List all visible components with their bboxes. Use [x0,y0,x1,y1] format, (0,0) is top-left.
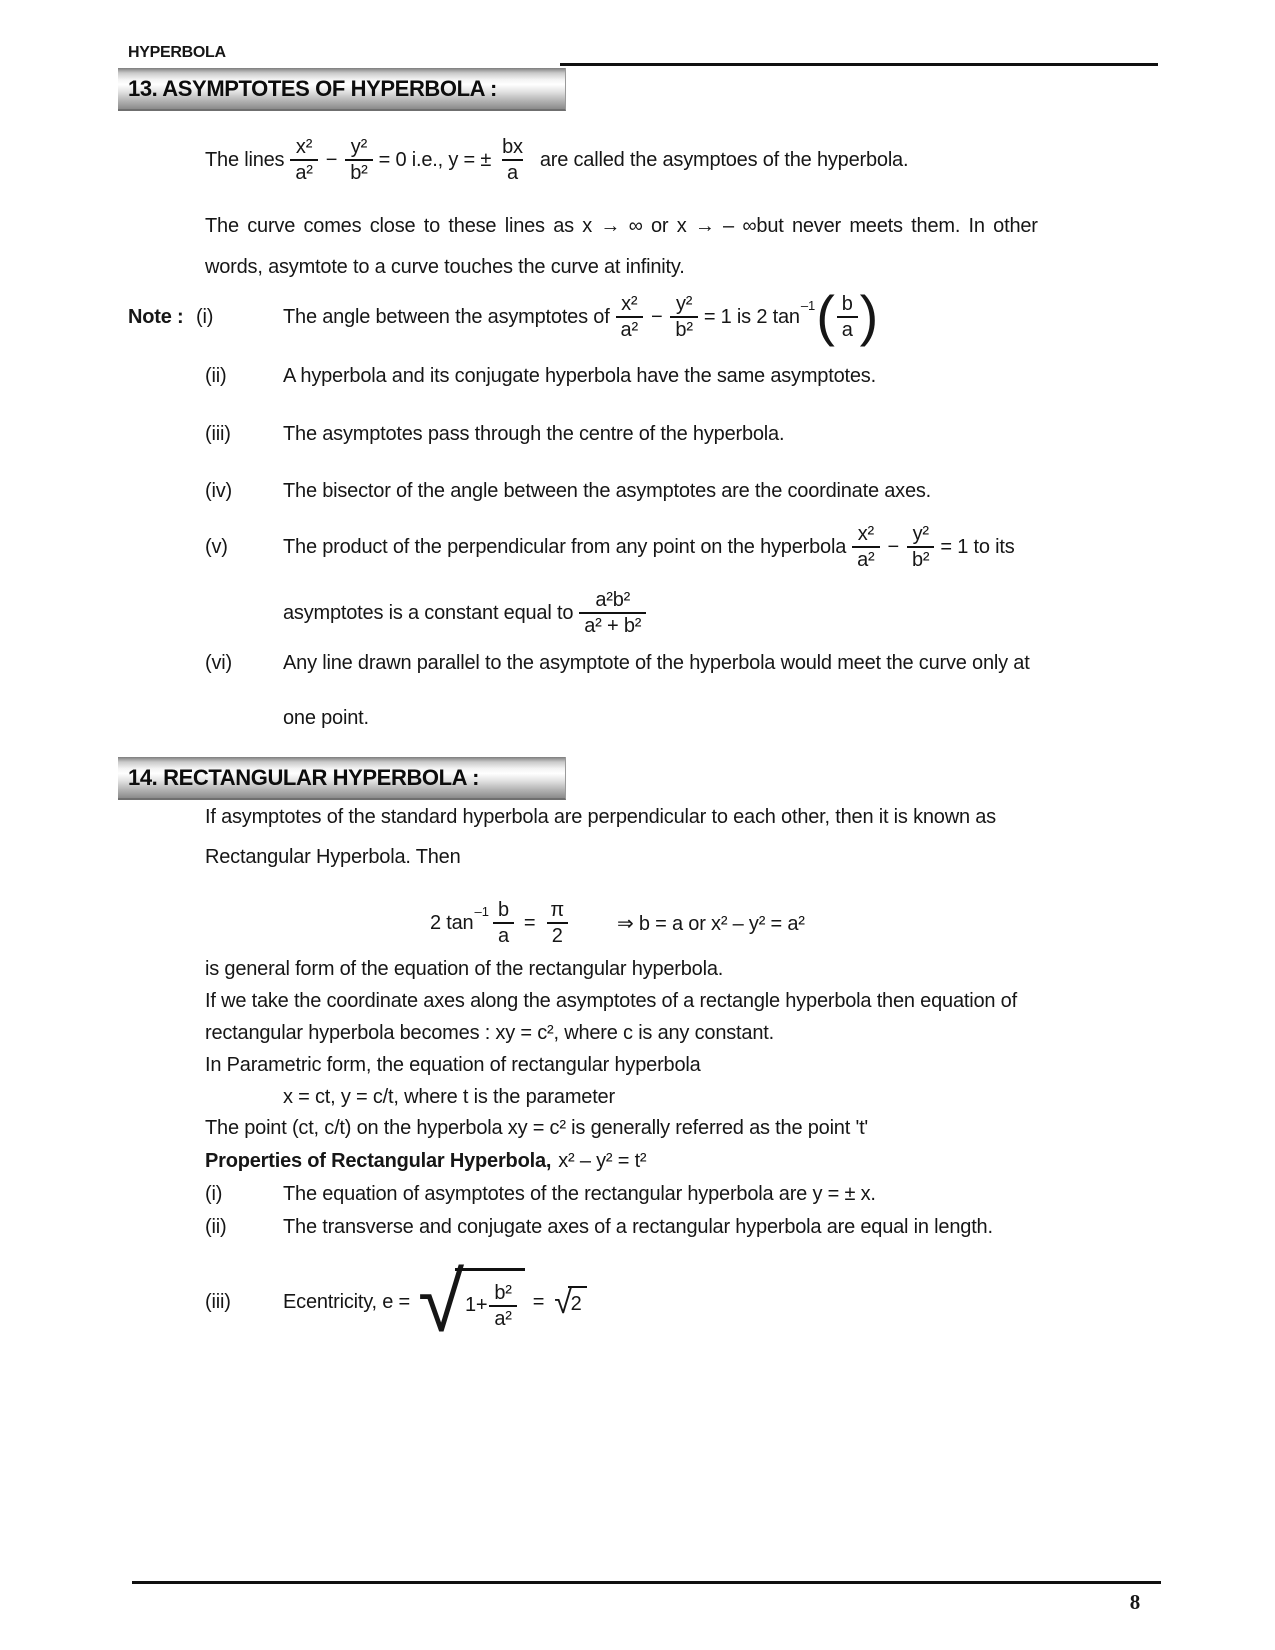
list-item-ii [205,365,876,388]
item-text: The product of the perpendicular from any point on the hyperbola [283,535,847,558]
item-number: (ii) [205,1216,227,1238]
intro-post: are called the asymptoes of the hyperbola. [539,148,909,171]
paragraph-line: In Parametric form, the equation of rectangular hyperbola [205,1054,701,1076]
note-text: The angle between the asymptotes of [283,305,610,328]
page-number: 8 [1129,1590,1140,1614]
equation-coef: 2 tan [430,911,474,934]
fraction-y2-b2: $\frac{\text{y²}}{\text{b²}}$ [670,292,697,342]
properties-title: Properties of Rectangular Hyperbola, [205,1150,552,1172]
item-number: (ii) [205,365,227,387]
minus-sign: − [887,535,899,558]
item-number: (i) [196,305,214,328]
superscript-minus-one: –1 [474,903,489,919]
item-number: (iv) [205,480,232,502]
fraction-x2-a2: $\frac{\text{x²}}{\text{a²}}$ [616,292,643,342]
prop-item-iii [205,1254,587,1349]
item-text: A hyperbola and its conjugate hyperbola have the same asymptotes. [283,365,876,387]
prop-item-ii [205,1216,993,1239]
radical-expression [418,1254,525,1349]
list-item-vi [205,652,1030,675]
sqrt-two: √ 2 [554,1286,586,1318]
paragraph-line: Rectangular Hyperbola. Then [205,846,461,868]
paragraph-line: If we take the coordinate axes along the asymptotes of a rectangle hyperbola then equation of [205,990,1017,1012]
list-item-v-line2 [283,578,652,648]
item-text: asymptotes is a constant equal to [283,601,574,624]
section-14-header [118,757,566,800]
paragraph-line: The point (ct, c/t) on the hyperbola xy = c² is generally referred as the point 't' [205,1117,869,1139]
header-rule [560,63,1158,66]
big-paren-right: ) [859,284,879,347]
item-text: Any line drawn parallel to the asymptote of the hyperbola would meet the curve only at [283,652,1030,674]
prop-item-i [205,1183,876,1206]
fraction-x2-a2: $\frac{\text{x²}}{\text{a²}}$ [290,135,317,185]
item-text: The transverse and conjugate axes of a rectangular hyperbola are equal in length. [283,1216,993,1238]
properties-heading [205,1150,646,1173]
item-text: Ecentricity, e = [283,1290,411,1313]
fraction-a2b2: $\frac{\text{a²b²}}{\text{a² + b²}}$ [579,588,646,638]
item-number: (i) [205,1183,223,1205]
fraction-y2-b2: $\frac{\text{y²}}{\text{b²}}$ [345,135,372,185]
item-number: (v) [205,535,228,558]
fraction-b-a: $\frac{b}{a}$ [837,292,858,342]
minus-sign: − [325,148,338,171]
radical-sign: √ [554,1284,572,1320]
paragraph-line: is general form of the equation of the rectangular hyperbola. [205,958,724,980]
note-mid: = 1 is 2 tan [703,305,800,328]
footer-rule [132,1581,1161,1584]
fraction-y2-b2: $\frac{\text{y²}}{\text{b²}}$ [907,522,934,572]
equation-row [430,888,805,958]
item-text: The bisector of the angle between the asymptotes are the coordinate axes. [283,480,932,502]
intro-pre: The lines [205,148,285,171]
item-text: The equation of asymptotes of the rectangular hyperbola are y = ± x. [283,1183,876,1205]
item-number: (iii) [205,1290,231,1313]
paragraph-line: If asymptotes of the standard hyperbola are perpendicular to each other, then it is known as [205,806,996,828]
fraction-b2-a2: $\frac{\text{b²}}{\text{a²}}$ [489,1281,516,1331]
minus-sign: − [650,305,663,328]
item-text: The asymptotes pass through the centre of the hyperbola. [283,423,785,445]
section-13-title: 13. ASYMPTOTES OF HYPERBOLA : [128,75,497,101]
paragraph-line: words, asymtote to a curve touches the curve at infinity. [205,256,685,278]
list-item-iv [205,480,931,503]
note-item-i [128,283,879,351]
properties-equation: x² – y² = t² [558,1150,647,1172]
item-number: (iii) [205,423,231,445]
equals-sign: = [523,911,536,934]
radicand [455,1268,525,1337]
radicand-pre: 1+ [464,1294,488,1316]
big-paren-left: ( [816,284,835,347]
item-text: = 1 to its [940,535,1015,558]
fraction-pi-2: $\frac{\pi}{2}$ [545,898,569,948]
item-number: (vi) [205,652,232,674]
intro-mid: = 0 i.e., y = ± [378,148,492,171]
implies-text: ⇒ b = a or x² – y² = a² [616,912,805,935]
fraction-x2-a2: $\frac{\text{x²}}{\text{a²}}$ [852,522,879,572]
paragraph-line: The curve comes close to these lines as x → ∞ or x → – ∞but never meets them. In other [205,215,1038,237]
parametric-line: x = ct, y = c/t, where t is the parameter [283,1086,615,1108]
list-item-v [205,512,1015,582]
radical-sign: √ [418,1254,464,1349]
paragraph-line: rectangular hyperbola becomes : xy = c², where c is any constant. [205,1022,774,1044]
intro-sentence [205,125,908,195]
equals-sign: = [532,1290,545,1313]
fraction-bx-a: $\frac{bx}{a}$ [502,136,523,184]
superscript-minus-one: –1 [800,297,816,313]
list-item-vi-line2: one point. [283,707,369,729]
running-header: HYPERBOLA [128,44,226,61]
section-14-title: 14. RECTANGULAR HYPERBOLA : [128,764,479,790]
list-item-iii [205,423,784,446]
note-label: Note : [128,305,184,328]
section-13-header [118,68,566,111]
fraction-b-a: $\frac{b}{a}$ [493,898,514,948]
